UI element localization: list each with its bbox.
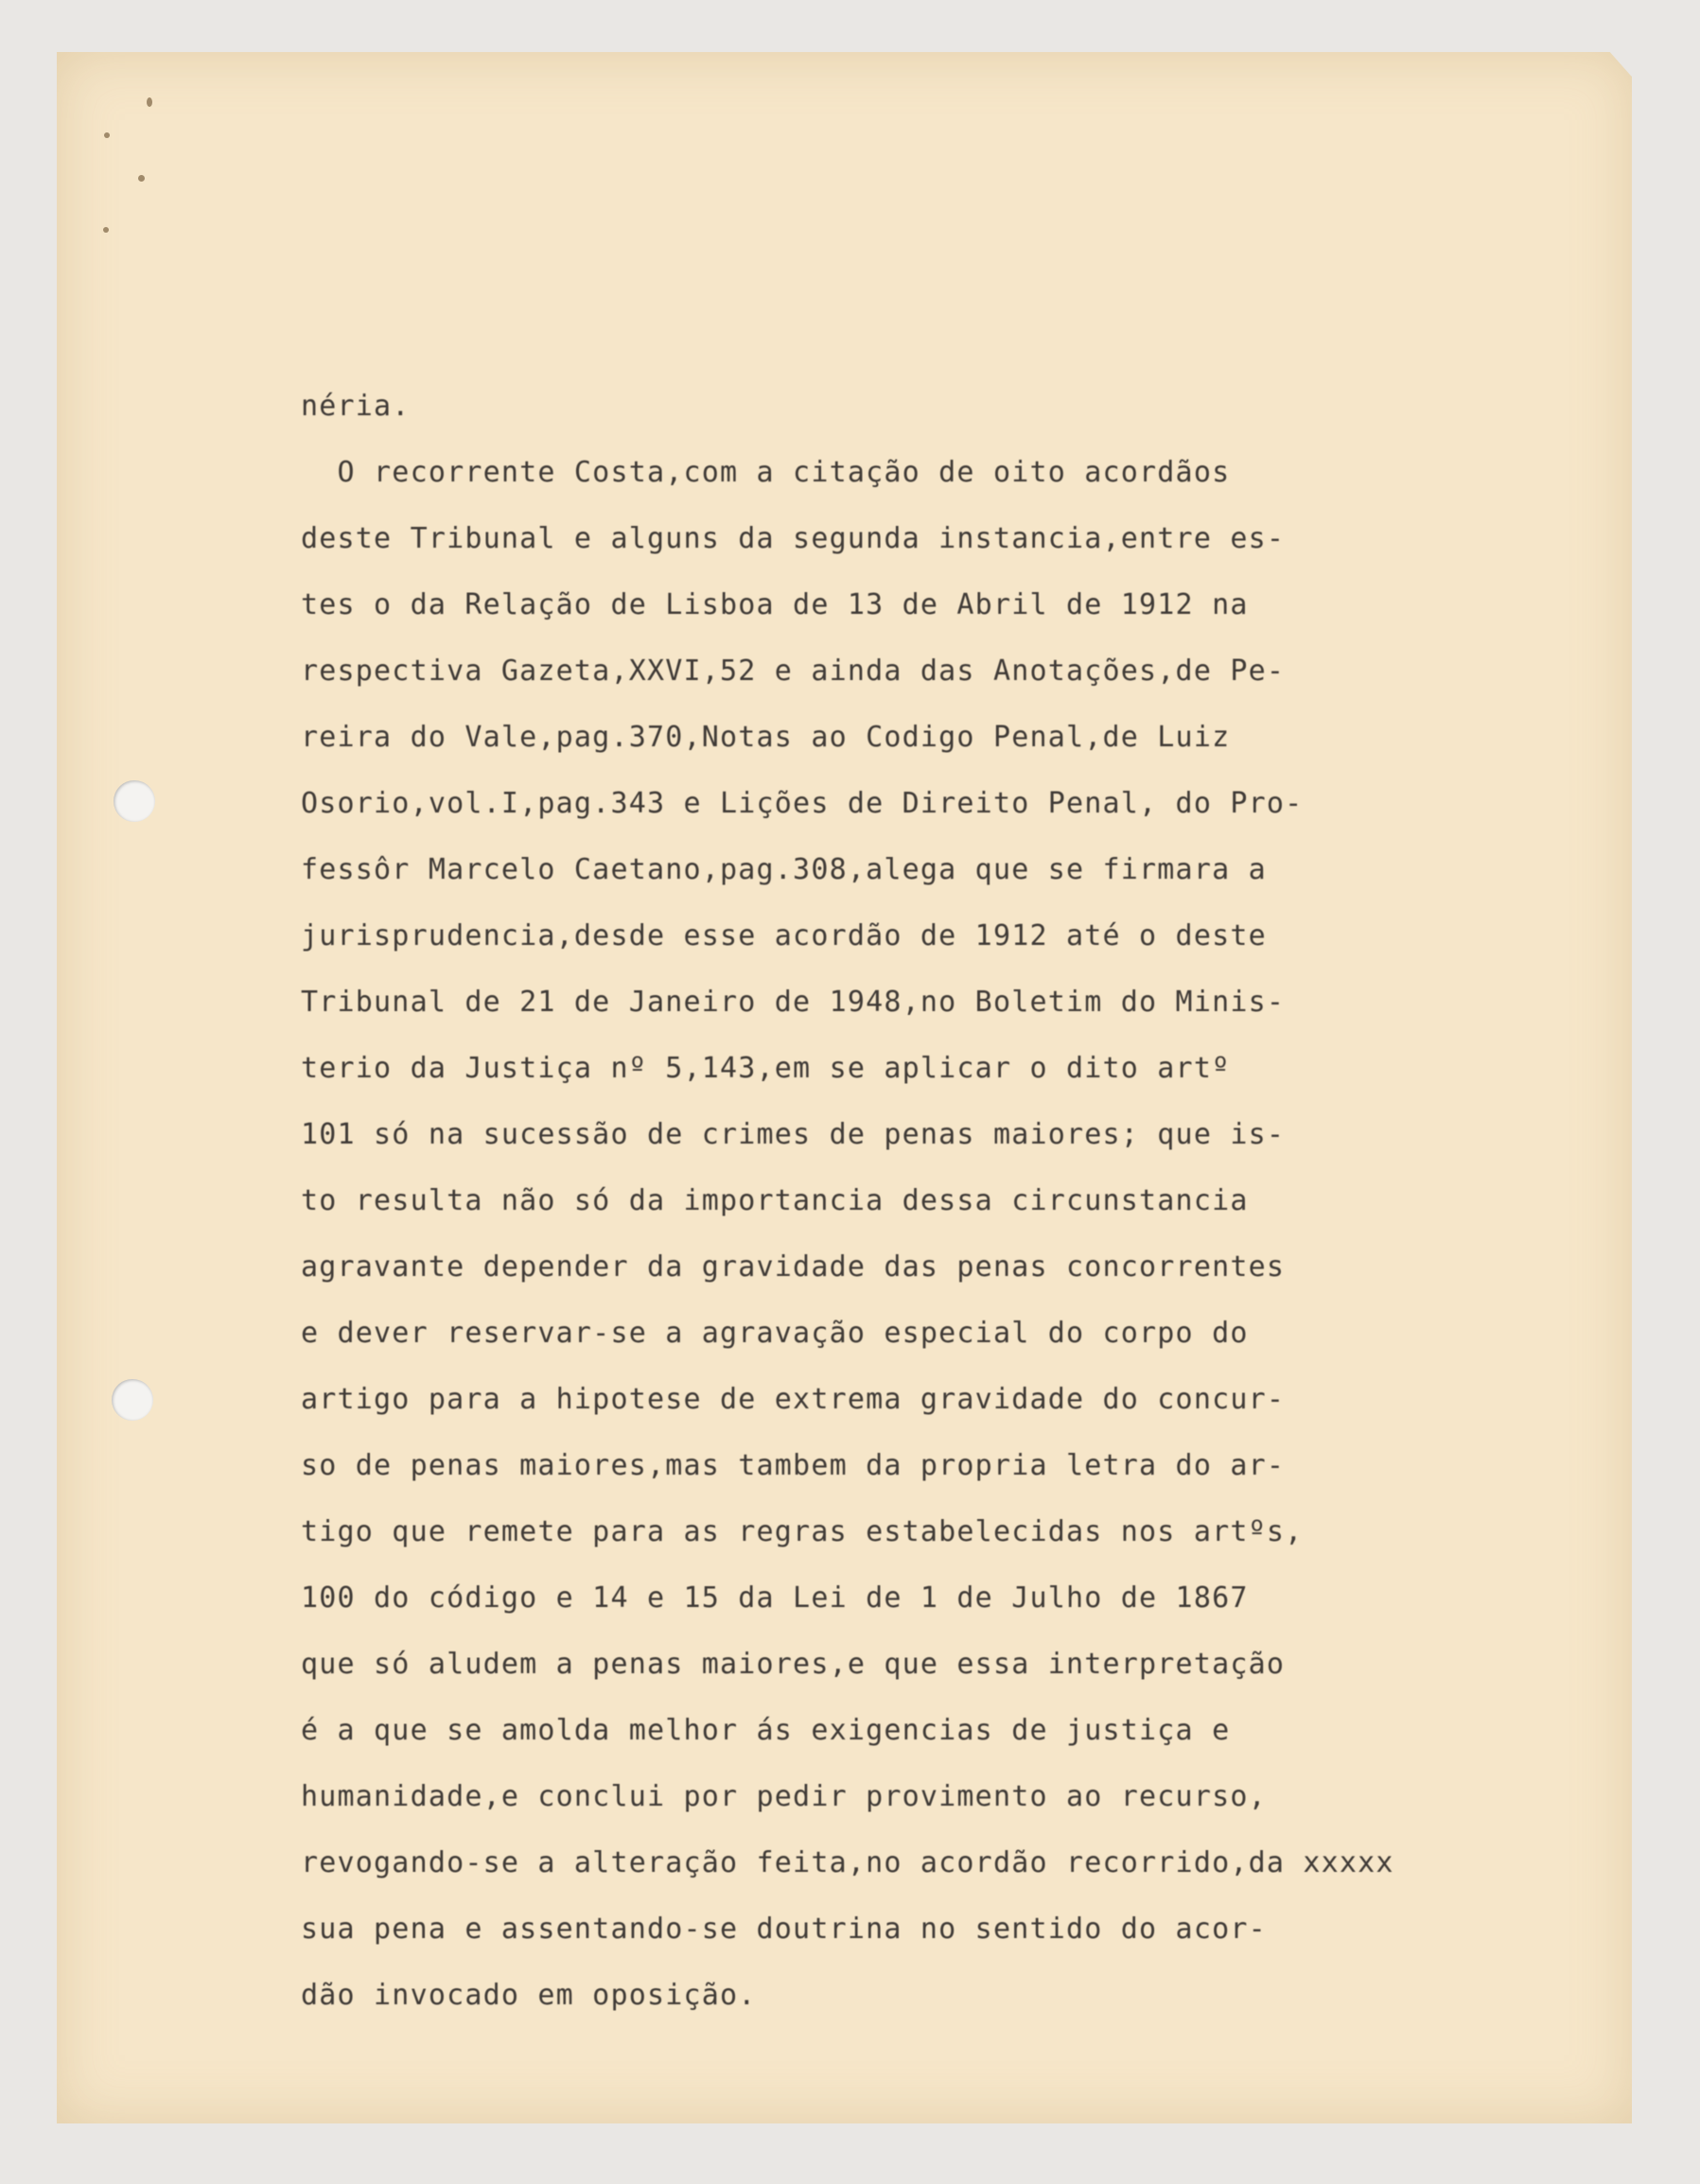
punch-hole [112,1379,153,1421]
text-line: jurisprudencia,desde esse acordão de 1912 até o deste [301,919,1267,952]
paper-mark [138,175,145,182]
text-line: e dever reservar-se a agravação especial do corpo do [301,1317,1249,1350]
text-line: sua pena e assentando-se doutrina no sentido do acor- [301,1913,1267,1946]
text-line: artigo para a hipotese de extrema gravidade do concur- [301,1383,1286,1416]
text-line: reira do Vale,pag.370,Notas ao Codigo Penal,de Luiz [301,721,1231,754]
text-line: tes o da Relação de Lisboa de 13 de Abril de 1912 na [301,588,1249,621]
text-line: revogando-se a alteração feita,no acordão recorrido,da xxxxx [301,1846,1394,1879]
text-line: Tribunal de 21 de Janeiro de 1948,no Boletim do Minis- [301,986,1286,1019]
text-line: dão invocado em oposição. [301,1979,757,2012]
document-body [301,374,1436,2029]
text-line: respectiva Gazeta,XXVI,52 e ainda das Anotações,de Pe- [301,655,1286,688]
text-line: deste Tribunal e alguns da segunda instancia,entre es- [301,522,1286,555]
text-line: 101 só na sucessão de crimes de penas maiores; que is- [301,1118,1286,1151]
text-line: é a que se amolda melhor ás exigencias de justiça e [301,1714,1231,1747]
text-line: so de penas maiores,mas tambem da propria letra do ar- [301,1449,1286,1482]
text-line: que só aludem a penas maiores,e que essa interpretação [301,1648,1286,1681]
text-line: tigo que remete para as regras estabelecidas nos artºs, [301,1515,1304,1548]
paper-mark [104,132,110,138]
text-line: humanidade,e conclui por pedir provimento ao recurso, [301,1780,1267,1813]
punch-hole [114,780,155,822]
text-line: néria. [301,390,411,423]
text-line: terio da Justiça nº 5,143,em se aplicar o dito artº [301,1052,1231,1085]
text-line: fessôr Marcelo Caetano,pag.308,alega que se firmara a [301,853,1267,886]
text-line: O recorrente Costa,com a citação de oito acordãos [301,456,1231,489]
paper-mark [147,97,152,107]
paper-mark [103,227,109,233]
text-line: Osorio,vol.I,pag.343 e Lições de Direito Penal, do Pro- [301,787,1304,820]
text-line: agravante depender da gravidade das penas concorrentes [301,1250,1286,1284]
text-line: 100 do código e 14 e 15 da Lei de 1 de Julho de 1867 [301,1581,1249,1615]
text-line: to resulta não só da importancia dessa circunstancia [301,1184,1249,1217]
